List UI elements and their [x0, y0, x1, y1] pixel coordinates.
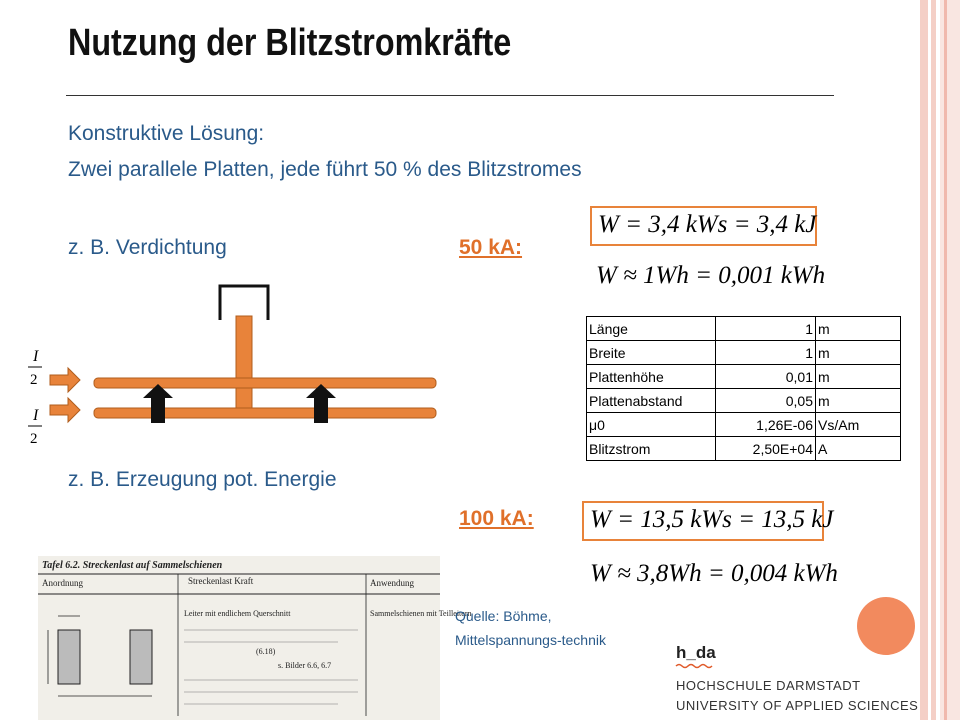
table-row	[587, 437, 901, 461]
energy-approx-50ka: W ≈ 1Wh = 0,001 kWh	[596, 262, 826, 289]
table-cell-label: Länge	[587, 317, 716, 341]
title-divider	[66, 95, 834, 96]
table-cell-unit: m	[816, 341, 901, 365]
example-potential-energy: z. B. Erzeugung pot. Energie	[68, 468, 337, 491]
table-cell-value: 1	[716, 341, 816, 365]
energy-formula-50ka: W = 3,4 kWs = 3,4 kJ	[590, 206, 817, 246]
decor-stripe	[920, 0, 928, 720]
table-cell-unit: A	[816, 437, 901, 461]
source-note: Quelle: Böhme, Mittelspannungs-technik	[455, 608, 606, 648]
book-eq-number: (6.18)	[256, 647, 276, 656]
example-compaction: z. B. Verdichtung	[68, 236, 227, 259]
intro-line-1: Konstruktive Lösung:	[68, 122, 265, 145]
book-caption: Tafel 6.2. Streckenlast auf Sammelschienen	[42, 560, 223, 571]
decor-stripe	[944, 0, 947, 720]
table-cell-value: 0,05	[716, 389, 816, 413]
current-arrow-upper	[50, 368, 80, 392]
book-cell-text: Leiter mit endlichem Querschnitt	[184, 609, 291, 618]
table-cell-value: 0,01	[716, 365, 816, 389]
upper-plate	[94, 378, 436, 388]
half-current-label-num: I	[33, 407, 39, 424]
hda-name-line2: UNIVERSITY OF APPLIED SCIENCES	[676, 698, 919, 713]
table-cell-unit: m	[816, 389, 901, 413]
table-cell-label: Breite	[587, 341, 716, 365]
book-col-anwendung: Anwendung	[370, 578, 414, 588]
energy-formula-100ka: W = 13,5 kWs = 13,5 kJ	[582, 501, 824, 541]
table-cell-value: 1	[716, 317, 816, 341]
book-see-figures: s. Bilder 6.6, 6.7	[278, 661, 332, 670]
table-cell-value: 2,50E+04	[716, 437, 816, 461]
decor-circle	[857, 597, 915, 655]
current-arrow-lower	[50, 398, 80, 422]
parameter-table	[586, 316, 901, 461]
table-cell-value: 1,26E-06	[716, 413, 816, 437]
half-current-label-den: 2	[30, 372, 38, 388]
table-cell-label: Plattenabstand	[587, 389, 716, 413]
book-col-anordnung: Anordnung	[42, 578, 83, 588]
parallel-plates-diagram	[20, 280, 450, 450]
press-frame	[220, 286, 268, 320]
book-col-streckenlast: Streckenlast Kraft	[188, 576, 254, 586]
current-50ka-label: 50 kA:	[459, 236, 523, 259]
page-title: Nutzung der Blitzstromkräfte	[68, 22, 512, 64]
hda-logo: h_da	[676, 643, 716, 663]
table-row	[587, 365, 901, 389]
table-row	[587, 389, 901, 413]
lower-plate	[94, 408, 436, 418]
table-row	[587, 341, 901, 365]
table-cell-label: Blitzstrom	[587, 437, 716, 461]
half-current-label-den: 2	[30, 431, 38, 447]
piston-bar	[236, 316, 252, 412]
hda-name-line1: HOCHSCHULE DARMSTADT	[676, 678, 861, 693]
table-cell-unit: m	[816, 365, 901, 389]
table-cell-label: μ0	[587, 413, 716, 437]
table-row	[587, 413, 901, 437]
table-cell-unit: m	[816, 317, 901, 341]
book-application: Sammelschienen mit Teilleitern	[370, 609, 472, 618]
table-cell-unit: Vs/Am	[816, 413, 901, 437]
energy-approx-100ka: W ≈ 3,8Wh = 0,004 kWh	[590, 560, 838, 587]
current-100ka-label: 100 kA:	[459, 507, 534, 530]
table-row	[587, 317, 901, 341]
decor-stripe	[940, 0, 960, 720]
decor-stripe	[931, 0, 936, 720]
intro-line-2: Zwei parallele Platten, jede führt 50 % des Blitzstromes	[68, 158, 582, 181]
half-current-label-num: I	[33, 348, 39, 365]
table-cell-label: Plattenhöhe	[587, 365, 716, 389]
book-excerpt	[38, 556, 472, 720]
